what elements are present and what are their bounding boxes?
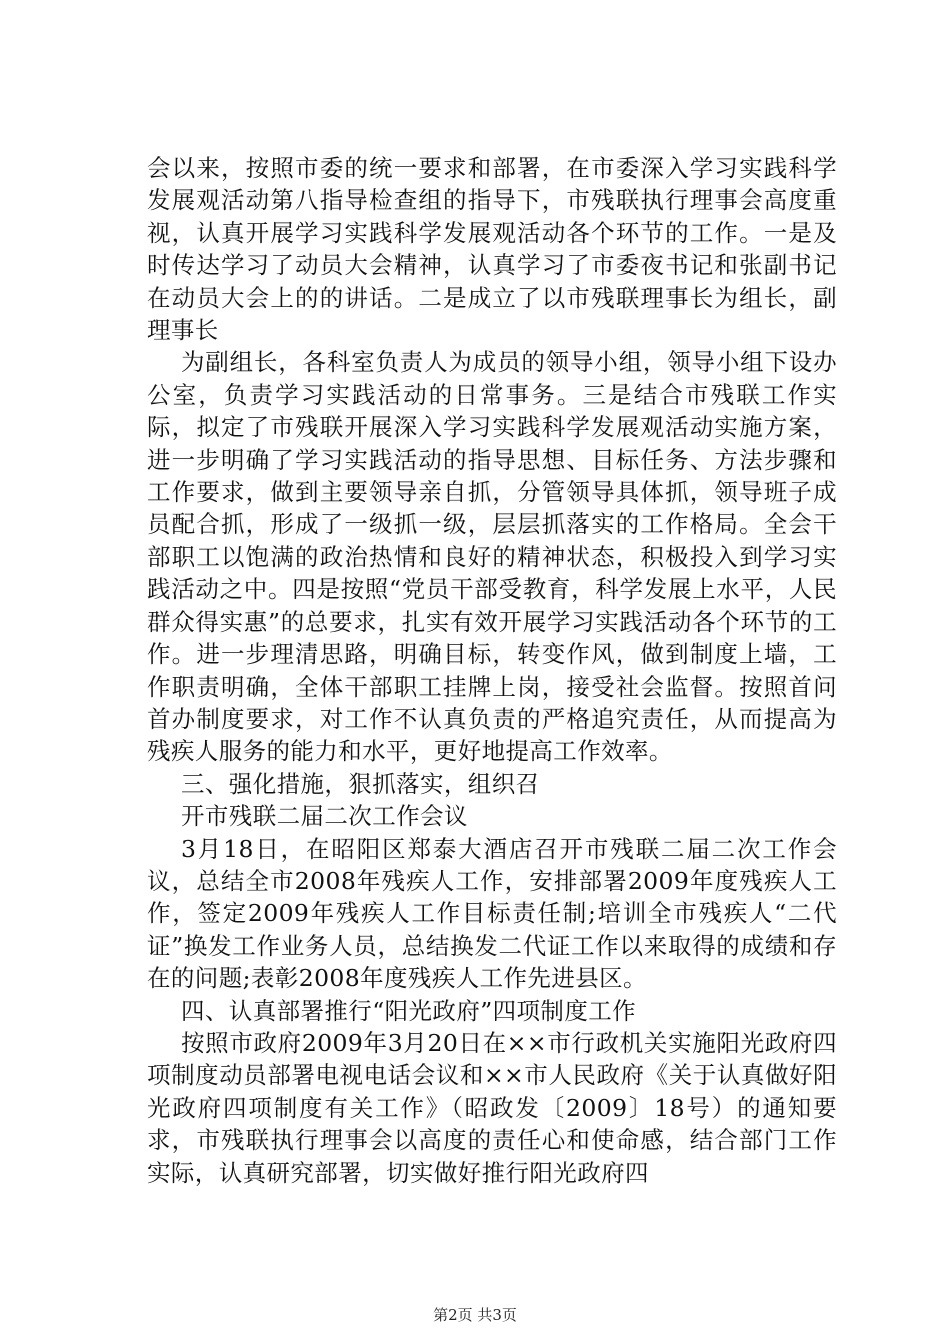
body-paragraph: 3月18日，在昭阳区郑泰大酒店召开市残联二届二次工作会议，总结全市2008年残疾人工作，安排部署2009年度残疾人工作，签定2009年残疾人工作目标责任制;培训全市残疾人“二代证”换发工作业务人员，总结换发二代证工作以来取得的成绩和存在的问题;表彰2008年度残疾人工作先进县区。 [147, 834, 837, 993]
section-heading: 四、认真部署推行“阳光政府”四项制度工作 [181, 996, 637, 1025]
page-number-footer: 第2页 共3页 [433, 1306, 517, 1324]
body-paragraph: 会以来，按照市委的统一要求和部署，在市委深入学习实践科学发展观活动第八指导检查组的指导下，市残联执行理事会高度重视，认真开展学习实践科学发展观活动各个环节的工作。一是及时传达学习了动员大会精神，认真学习了市委夜书记和张副书记在动员大会上的的讲话。二是成立了以市残联理事长为组长，副理事长 [147, 154, 837, 345]
section-heading-continued: 开市残联二届二次工作会议 [181, 802, 468, 831]
body-paragraph: 为副组长，各科室负责人为成员的领导小组，领导小组下设办公室，负责学习实践活动的日常事务。三是结合市残联工作实际，拟定了市残联开展深入学习实践科学发展观活动实施方案，进一步明确了学习实践活动的指导思想、目标任务、方法步骤和工作要求，做到主要领导亲自抓，分管领导具体抓，领导班子成员配合抓，形成了一级抓一级，层层抓落实的工作格局。全会干部职工以饱满的政治热情和良好的精神状态，积极投入到学习实践活动之中。四是按照“党员干部受教育，科学发展上水平，人民群众得实惠”的总要求，扎实有效开展学习实践活动各个环节的工作。进一步理清思路，明确目标，转变作风，做到制度上墙，工作职责明确，全体干部职工挂牌上岗，接受社会监督。按照首问首办制度要求，对工作不认真负责的严格追究责任，从而提高为残疾人服务的能力和水平，更好地提高工作效率。 [147, 348, 837, 766]
document-body [147, 152, 837, 1189]
body-paragraph: 按照市政府2009年3月20日在××市行政机关实施阳光政府四项制度动员部署电视电话会议和××市人民政府《关于认真做好阳光政府四项制度有关工作》（昭政发〔2009〕18号）的通知要求，市残联执行理事会以高度的责任心和使命感，结合部门工作实际，认真研究部署，切实做好推行阳光政府四 [147, 1028, 837, 1187]
section-heading: 三、强化措施，狠抓落实，组织召 [181, 769, 540, 798]
